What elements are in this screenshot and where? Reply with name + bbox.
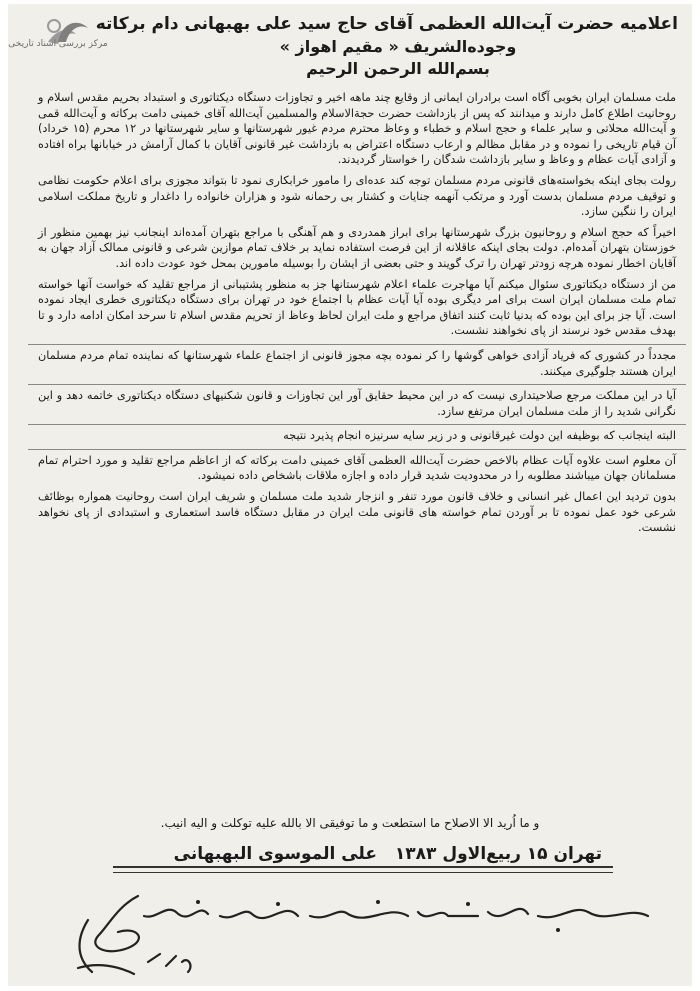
paragraph: ملت مسلمان ایران بخوبی آگاه است برادران ایمانی از وقایع چند ماهه اخیر و تجاوزات دستگاه دیکتاتوری و استبداد بحریم مقدس اسلام و روحانیت اطلاع کامل دارند و میدانند که پس از بازداشت حضرت حجة‌الاسلام والمسلمین آیت‌الله آقای خمینی دامت برکاته و آیت‌الله قمی و آیت‌الله محلاتی و سایر علماء و حجج اسلام و خطباء و وعاظ محترم مردم غیور شهرستانها و سایر شهرستانها در ۱۲ محرم (۱۵ خرداد) آن قیام تاریخی را نموده و در مقابل مظالم و ارعاب دستگاه اعتراض به بازداشت غیر قانونی آقایان با کمال آرامش در خیابانها براه افتاده و آزادی آیات عظام و وعاظ و سایر بازداشت شدگان را خواستار گردیدند. — [38, 91, 676, 167]
document-page — [8, 4, 692, 986]
document-header — [95, 12, 678, 80]
fold-line — [28, 344, 686, 345]
paragraph: اخیراً که حجج اسلام و روحانیون بزرگ شهرستانها برای ابراز همدردی و هم آهنگی با مراجع بتهران آمده‌اند اینجانب نیز بهمین منظور از خوزستان بتهران آمده‌ام. دولت بجای اینکه عاقلانه از این فرصت استفاده نماید بر خلاف تمام موازین شرعی و قانونی ممالک آزاد جهان به آقایان اخطار نموده هرچه زودتر تهران را ترک گویند و حتی بعضی از ایشان را بوسیله مامورین بمحل خود عودت داده اند. — [38, 225, 676, 270]
paragraph: البته اینجانب که بوظیفه این دولت غیرقانونی و در زیر سایه سرنیزه انجام پذیرد نتیجه — [283, 429, 676, 443]
basmala: بسم‌الله الرحمن الرحیم — [306, 59, 490, 78]
paragraph: من از دستگاه دیکتاتوری سئوال میکنم آیا مهاجرت علماء اعلام شهرستانها جز به منظور پشتیبانی از مراجع تقلید که خواست آنها خواسته تمام ملت مسلمان ایران است برای امر دیگری بوده آیا آیات عظام با اجتماع خود در تهران برای دستگاه دیکتاتوری خطری ایجاد نموده است. آیا جز برای این بوده که بدنیا ثابت کنند اتفاق مراجع و ملت ایران لحاظ وعاظ از تحریم مقدس اسلام تا سرحد امکان ادامه دارد و تا بهدف مقدس خود نرسند از پای نخواهند نشست. — [38, 277, 676, 338]
paragraph: رولت بجای اینکه بخواسته‌های قانونی مردم مسلمان توجه کند عده‌ای را مامور خرابکاری نمود تا بتواند مجوزی برای اعلام حکومت نظامی و توقیف مردم مسلمان بدست آورد و مرتکب آنهمه جنایات و کشتار بی رحمانه شود و هزاران خانواده را داغدار و تاریخ مملکت اسلامی ایران را ننگین سازد. — [38, 173, 676, 219]
paragraph: مجدداً در کشوری که فریاد آزادی خواهی گوشها را کر نموده بچه مجوز قانونی از اجتماع علماء شهرستانها که نماینده تمام مردم مسلمان ایران هستند جلوگیری میکنند. — [38, 348, 676, 378]
paragraph: بدون تردید این اعمال غیر انسانی و خلاف قانون مورد تنفر و انزجار شدید ملت مسلمان و شریف ایران است روحانیت همواره بوظائف شرعی خود عمل نموده تا بر آوردن تمام خواسته های قانونی ملت ایران در مقابل دستگاه فاسد استعماری و استبدادی از پای نخواهد نشست. — [38, 490, 676, 535]
closing-line: و ما اُرید الا الاصلاح ما استطعت و ما توفیقی الا بالله علیه توکلت و الیه انیب. — [160, 816, 540, 830]
signature-underline — [113, 866, 613, 873]
fold-line — [28, 449, 686, 450]
paragraph: آن معلوم است علاوه آیات عظام بالاخص حضرت آیت‌الله العظمی آقای خمینی دامت برکاته که از اعاظم مراجع تقلید و مورد احترام تمام مسلمانان جهان میباشند مطلوبه را در محدودیت شدید قرار داده و اجازه ملاقات باشخاص داده نمیشود. — [38, 453, 676, 483]
watermark-text: مرکز بررسی اسناد تاریخی — [8, 39, 108, 49]
paragraph: آیا در این مملکت مرجع صلاحیتداری نیست که در این محیط حقایق آور این تجاوزات و قانون شکنیهای دستگاه دیکتاتوری خاتمه دهد و این نگرانی شدید را از ملت مسلمان ایران مرتفع سازد. — [38, 389, 676, 418]
handwritten-annotation-icon — [48, 876, 668, 986]
document-date: تهران ۱۵ ربیع‌الاول ۱۳۸۳ — [394, 844, 602, 864]
signatory-name: علی الموسوی البهبهانی — [173, 844, 377, 864]
signature-line — [174, 844, 602, 864]
fold-line — [28, 424, 686, 425]
document-subtitle: وجوده‌الشریف « مقیم اهواز » — [279, 37, 517, 56]
document-body — [38, 90, 676, 541]
fold-line — [28, 384, 686, 385]
document-title: اعلامیه حضرت آیت‌الله العظمی آقای حاج سید علی بهبهانی دام برکاته — [95, 14, 678, 34]
